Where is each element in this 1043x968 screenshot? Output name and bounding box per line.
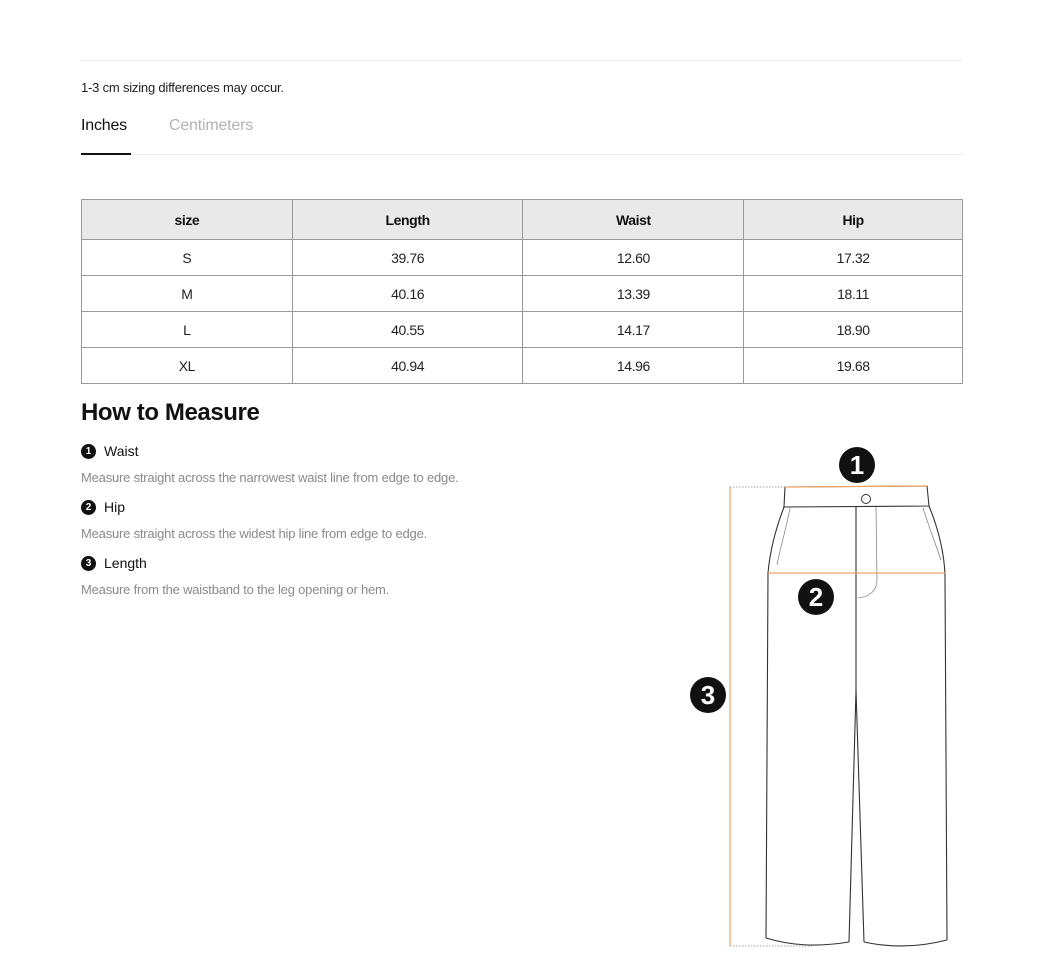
- table-cell: 40.94: [292, 348, 523, 384]
- measure-item-description: Measure straight across the widest hip line from edge to edge.: [81, 526, 428, 541]
- measure-lines: [730, 486, 945, 946]
- table-cell: XL: [82, 348, 293, 384]
- table-cell: 40.16: [292, 276, 523, 312]
- table-cell: 14.96: [523, 348, 744, 384]
- measure-item-waist: [81, 442, 459, 485]
- table-cell: 12.60: [523, 240, 744, 276]
- svg-text:1: 1: [849, 450, 865, 480]
- svg-text:2: 2: [808, 582, 824, 612]
- table-cell: L: [82, 312, 293, 348]
- table-header-length: Length: [292, 200, 523, 240]
- measure-item-label: Hip: [104, 499, 126, 515]
- table-row: [82, 240, 963, 276]
- tab-inches[interactable]: Inches: [81, 117, 127, 134]
- svg-text:3: 3: [700, 680, 716, 710]
- measure-item-hip: [81, 498, 427, 541]
- table-cell: 17.32: [744, 240, 963, 276]
- table-cell: 18.90: [744, 312, 963, 348]
- unit-tabs: [81, 108, 963, 155]
- marker-3-icon: [690, 677, 726, 713]
- number-1-icon: 1: [81, 444, 96, 459]
- table-cell: 13.39: [523, 276, 744, 312]
- table-cell: 19.68: [744, 348, 963, 384]
- table-row: [82, 348, 963, 384]
- table-row: [82, 312, 963, 348]
- table-cell: 14.17: [523, 312, 744, 348]
- table-row: [82, 276, 963, 312]
- table-header-row: [82, 200, 963, 240]
- pants-outline: [766, 486, 947, 946]
- number-2-icon: 2: [81, 500, 96, 515]
- sizing-note: 1-3 cm sizing differences may occur.: [81, 80, 284, 95]
- table-cell: 18.11: [744, 276, 963, 312]
- table-header-size: size: [82, 200, 293, 240]
- table-cell: S: [82, 240, 293, 276]
- size-table: [81, 199, 963, 384]
- guide-lines: [730, 487, 812, 946]
- table-cell: 39.76: [292, 240, 523, 276]
- marker-2-icon: [798, 579, 834, 615]
- marker-1-icon: [839, 447, 875, 483]
- measure-item-length: [81, 554, 389, 597]
- tab-centimeters[interactable]: Centimeters: [169, 117, 254, 134]
- measure-item-label: Waist: [104, 443, 139, 459]
- measure-item-description: Measure from the waistband to the leg opening or hem.: [81, 582, 390, 597]
- number-3-icon: 3: [81, 556, 96, 571]
- active-tab-indicator: [81, 153, 131, 155]
- table-cell: 40.55: [292, 312, 523, 348]
- table-cell: M: [82, 276, 293, 312]
- pants-measurement-diagram: [680, 440, 970, 955]
- top-divider: [81, 60, 963, 61]
- how-to-measure-title: How to Measure: [81, 399, 260, 426]
- table-header-waist: Waist: [523, 200, 744, 240]
- table-header-hip: Hip: [744, 200, 963, 240]
- measure-item-description: Measure straight across the narrowest waist line from edge to edge.: [81, 470, 459, 485]
- measure-item-label: Length: [104, 555, 147, 571]
